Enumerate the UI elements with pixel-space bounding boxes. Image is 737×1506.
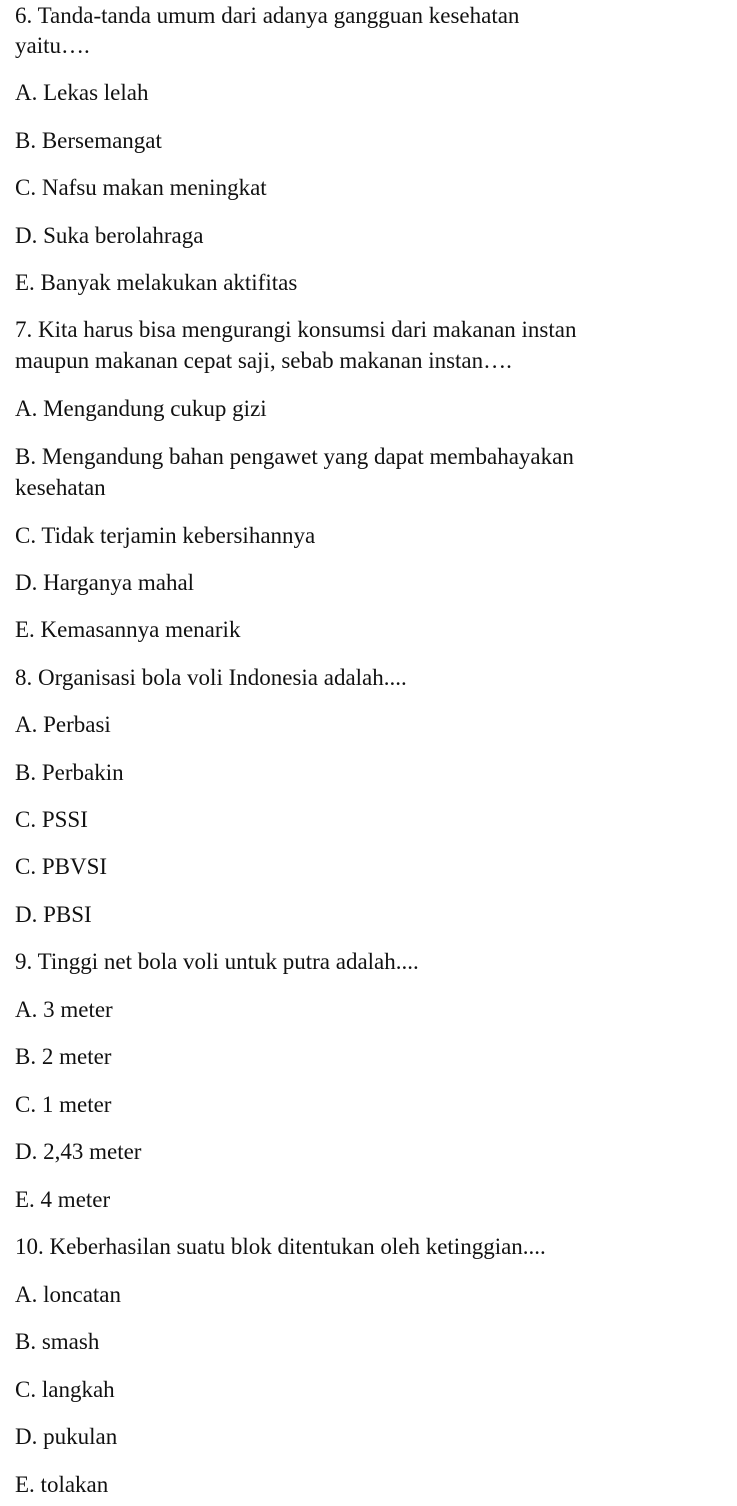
question-9-option-d: D. 2,43 meter <box>15 1139 142 1164</box>
question-10-option-c: C. langkah <box>15 1377 115 1402</box>
question-9-option-c: C. 1 meter <box>15 1092 112 1117</box>
question-6-stem-line-2: yaitu…. <box>15 33 90 58</box>
question-8-option-a: A. Perbasi <box>15 712 111 737</box>
question-8-option-c: C. PSSI <box>15 807 88 832</box>
question-10-stem: 10. Keberhasilan suatu blok ditentukan oleh ketinggian.... <box>15 1234 546 1259</box>
question-7-option-d: D. Harganya mahal <box>15 570 195 595</box>
question-7-option-a: A. Mengandung cukup gizi <box>15 396 267 421</box>
question-8-option-b: B. Perbakin <box>15 760 124 785</box>
question-6-stem-line-1: 6. Tanda-tanda umum dari adanya gangguan kesehatan <box>15 3 520 28</box>
question-10-option-e: E. tolakan <box>15 1472 109 1497</box>
question-10-option-d: D. pukulan <box>15 1424 118 1449</box>
question-6-option-a: A. Lekas lelah <box>15 80 149 105</box>
question-6-option-d: D. Suka berolahraga <box>15 223 204 248</box>
question-8-stem: 8. Organisasi bola voli Indonesia adalah.... <box>15 665 407 690</box>
question-7-option-b-line-1: B. Mengandung bahan pengawet yang dapat membahayakan <box>15 444 574 469</box>
question-6-option-e: E. Banyak melakukan aktifitas <box>15 270 298 295</box>
question-6-option-c: C. Nafsu makan meningkat <box>15 175 267 200</box>
question-7-stem-line-2: maupun makanan cepat saji, sebab makanan instan…. <box>15 348 512 373</box>
question-8-option-c-duplicate: C. PBVSI <box>15 854 108 879</box>
question-7-option-e: E. Kemasannya menarik <box>15 617 241 642</box>
question-7-option-c: C. Tidak terjamin kebersihannya <box>15 523 316 548</box>
question-8-option-d: D. PBSI <box>15 902 92 927</box>
question-10-option-b: B. smash <box>15 1329 100 1354</box>
question-10-option-a: A. loncatan <box>15 1282 122 1307</box>
question-6-option-b: B. Bersemangat <box>15 128 162 153</box>
question-9-stem: 9. Tinggi net bola voli untuk putra adalah.... <box>15 949 419 974</box>
question-9-option-b: B. 2 meter <box>15 1044 112 1069</box>
question-9-option-e: E. 4 meter <box>15 1187 111 1212</box>
question-9-option-a: A. 3 meter <box>15 997 113 1022</box>
question-7-stem-line-1: 7. Kita harus bisa mengurangi konsumsi dari makanan instan <box>15 317 577 342</box>
question-7-option-b-line-2: kesehatan <box>15 475 106 500</box>
